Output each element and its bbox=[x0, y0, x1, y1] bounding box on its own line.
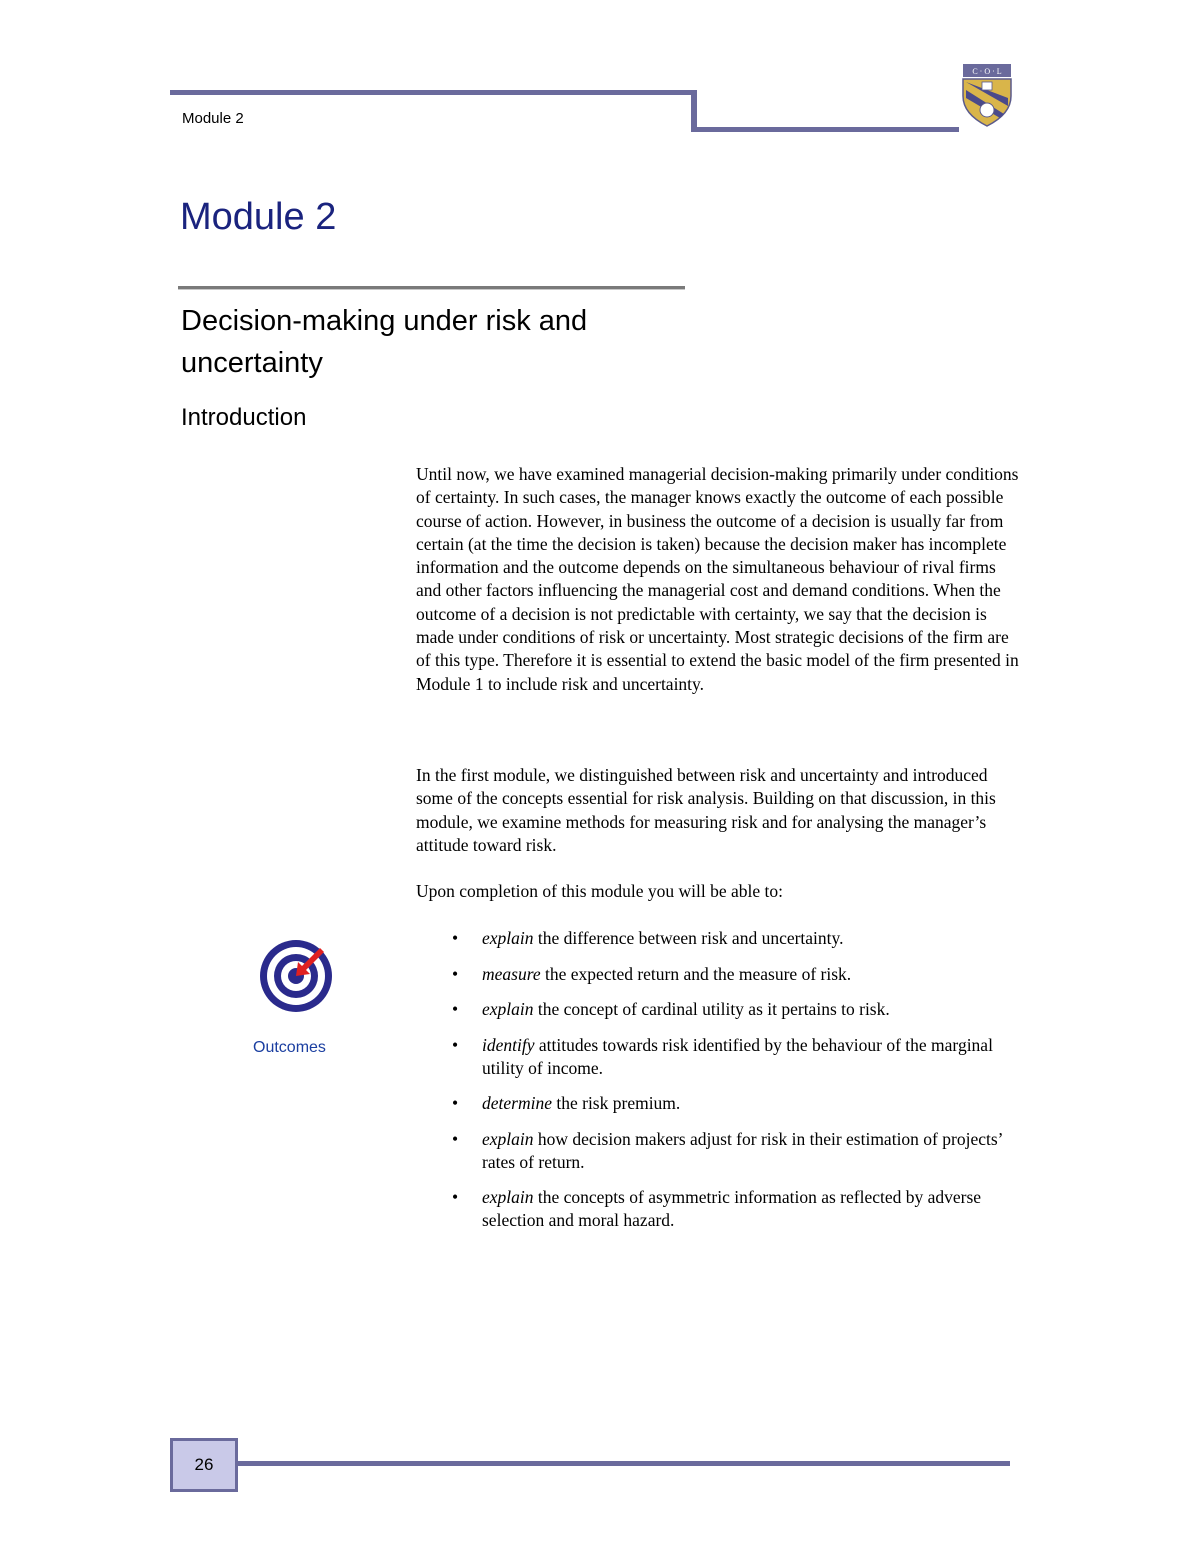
outcome-verb: explain bbox=[482, 1187, 534, 1207]
outcome-text: the difference between risk and uncertainty. bbox=[533, 928, 844, 948]
section-title: Decision-making under risk and uncertainty bbox=[181, 305, 588, 379]
list-item bbox=[452, 927, 1022, 950]
header-rule-step bbox=[691, 90, 697, 132]
outcome-text: the expected return and the measure of risk. bbox=[540, 963, 852, 984]
outcome-verb: explain bbox=[482, 1128, 534, 1149]
footer-rule bbox=[236, 1461, 1010, 1466]
outcome-verb: identify bbox=[482, 1034, 535, 1055]
outcome-text: the concepts of asymmetric information as reflected by adverse selection and moral hazard. bbox=[482, 1187, 982, 1230]
target-icon bbox=[258, 936, 336, 1014]
page-title: Module 2 bbox=[180, 196, 337, 238]
bullet: • bbox=[452, 963, 459, 984]
logo-text: C · O · L bbox=[972, 67, 1002, 76]
bullet: • bbox=[452, 999, 459, 1019]
page-number: 26 bbox=[194, 1455, 214, 1474]
list-item bbox=[452, 1092, 1022, 1115]
header-rule bbox=[170, 90, 697, 95]
bullet: • bbox=[452, 928, 459, 948]
col-crest-logo bbox=[960, 62, 1014, 128]
outcome-text: the risk premium. bbox=[551, 1093, 681, 1113]
paragraph-intro: Until now, we have examined managerial decision-making primarily under conditions of certainty. In such cases, the manager knows exactly the outcome of each possible course of action. However, in business the outcome of a decision is usually far from certain (at the time the decision is taken) because the decision maker has incomplete information and the outcome depends on the simultaneous behaviour of rival firms and other factors influencing the managerial cost and demand conditions. When the outcome of a decision is not predictable with certainty, we say that the decision is made under conditions of risk or uncertainty. Most strategic decisions of the firm are of this type. Therefore it is essential to extend the basic model of the firm presented in Module 1 to include risk and uncertainty. bbox=[416, 464, 1019, 694]
bullet: • bbox=[452, 1128, 459, 1149]
outcome-text: how decision makers adjust for risk in their estimation of projects’ rates of return. bbox=[482, 1128, 1003, 1172]
list-item bbox=[452, 1034, 1022, 1080]
header-rule-lower bbox=[691, 127, 959, 132]
paragraph-risk: In the first module, we distinguished between risk and uncertainty and introduced some of the concepts essential for risk analysis. Building on that discussion, in this module, we examine methods for measuring risk and for analysing the manager’s attitude toward risk. bbox=[416, 765, 996, 855]
outcomes-list bbox=[452, 927, 1022, 1245]
outcome-text: attitudes towards risk identified by the behaviour of the marginal utility of income. bbox=[482, 1034, 993, 1078]
list-item bbox=[452, 1186, 1022, 1232]
list-item bbox=[452, 1128, 1022, 1174]
title-rule-shadow bbox=[178, 289, 685, 290]
outcome-text: the concept of cardinal utility as it pertains to risk. bbox=[533, 999, 890, 1019]
outcome-verb: explain bbox=[482, 928, 534, 948]
bullet: • bbox=[452, 1187, 459, 1207]
outcome-verb: determine bbox=[482, 1093, 552, 1113]
outcomes-label: Outcomes bbox=[253, 1039, 326, 1056]
paragraph-completion: Upon completion of this module you will be able to: bbox=[416, 881, 783, 901]
list-item bbox=[452, 998, 1022, 1021]
outcome-verb: measure bbox=[482, 963, 541, 984]
running-header: Module 2 bbox=[182, 110, 244, 127]
bullet: • bbox=[452, 1034, 459, 1055]
list-item bbox=[452, 963, 1022, 986]
outcome-verb: explain bbox=[482, 999, 534, 1019]
intro-heading: Introduction bbox=[181, 404, 307, 431]
bullet: • bbox=[452, 1093, 459, 1113]
